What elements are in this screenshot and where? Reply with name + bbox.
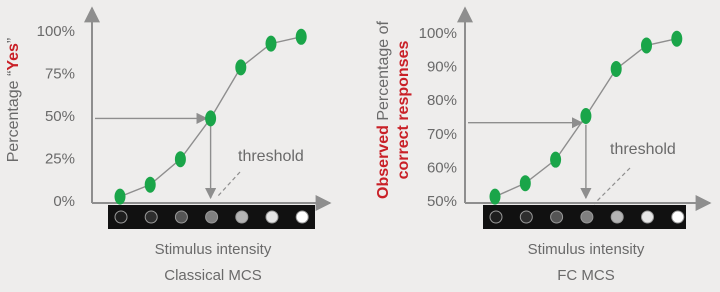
fc-mcs-chart xyxy=(375,8,710,284)
data-point xyxy=(671,31,682,47)
y-tick-label: 50% xyxy=(44,108,75,125)
threshold-pointer xyxy=(218,172,240,196)
y-axis-label-line1 xyxy=(375,21,392,199)
y-tick-label: 100% xyxy=(418,25,457,42)
y-tick-labels xyxy=(419,25,457,210)
y-tick-label: 90% xyxy=(426,58,457,76)
data-point xyxy=(145,177,156,193)
data-point xyxy=(115,189,126,205)
threshold-label: threshold xyxy=(238,148,304,165)
y-label-suffix: ” xyxy=(5,37,22,44)
data-point xyxy=(235,59,246,75)
y-tick-label: 70% xyxy=(426,125,457,143)
data-point xyxy=(490,189,501,205)
chart-title: FC MCS xyxy=(557,267,615,284)
y-axis-label xyxy=(5,38,22,163)
x-axis-label: Stimulus intensity xyxy=(527,241,645,258)
data-point xyxy=(580,108,591,124)
stimulus-dot xyxy=(642,211,654,223)
y-tick-label: 0% xyxy=(53,193,75,210)
threshold-pointer xyxy=(594,168,630,204)
stimulus-dot xyxy=(206,211,218,223)
stimulus-dot xyxy=(296,211,308,223)
y-tick-labels xyxy=(37,23,75,210)
data-point xyxy=(611,61,622,77)
threshold-label: threshold xyxy=(610,141,676,158)
data-point xyxy=(175,151,186,167)
data-point xyxy=(520,175,531,191)
data-point xyxy=(266,36,277,52)
stimulus-dot xyxy=(551,211,563,223)
y-tick-label: 25% xyxy=(44,150,75,168)
y-label-highlight: Yes xyxy=(5,43,22,71)
data-point xyxy=(205,110,216,126)
y-tick-label: 80% xyxy=(426,92,457,110)
y-tick-label: 75% xyxy=(44,65,75,83)
data-point xyxy=(550,152,561,168)
y-tick-label: 50% xyxy=(426,193,457,210)
stimulus-dot xyxy=(266,211,278,223)
classical-mcs-chart xyxy=(5,8,330,284)
y-label-highlight: Observed xyxy=(375,125,392,199)
stimulus-dot xyxy=(175,211,187,223)
stimulus-dot xyxy=(581,211,593,223)
y-axis-label-line2: correct responses xyxy=(395,40,412,180)
stimulus-dot xyxy=(520,211,532,223)
stimulus-dot xyxy=(236,211,248,223)
stimulus-dot xyxy=(672,211,684,223)
y-label-prefix: Percentage “ xyxy=(5,70,22,163)
data-point xyxy=(296,29,307,45)
y-label-rest: Percentage of xyxy=(375,21,392,126)
stimulus-dot xyxy=(115,211,127,223)
y-tick-label: 60% xyxy=(426,159,457,177)
x-axis-label: Stimulus intensity xyxy=(154,241,272,258)
stimulus-dot xyxy=(611,211,623,223)
y-tick-label: 100% xyxy=(36,23,75,40)
stimulus-dot xyxy=(145,211,157,223)
stimulus-dot xyxy=(490,211,502,223)
data-point xyxy=(641,37,652,53)
chart-title: Classical MCS xyxy=(164,267,262,284)
